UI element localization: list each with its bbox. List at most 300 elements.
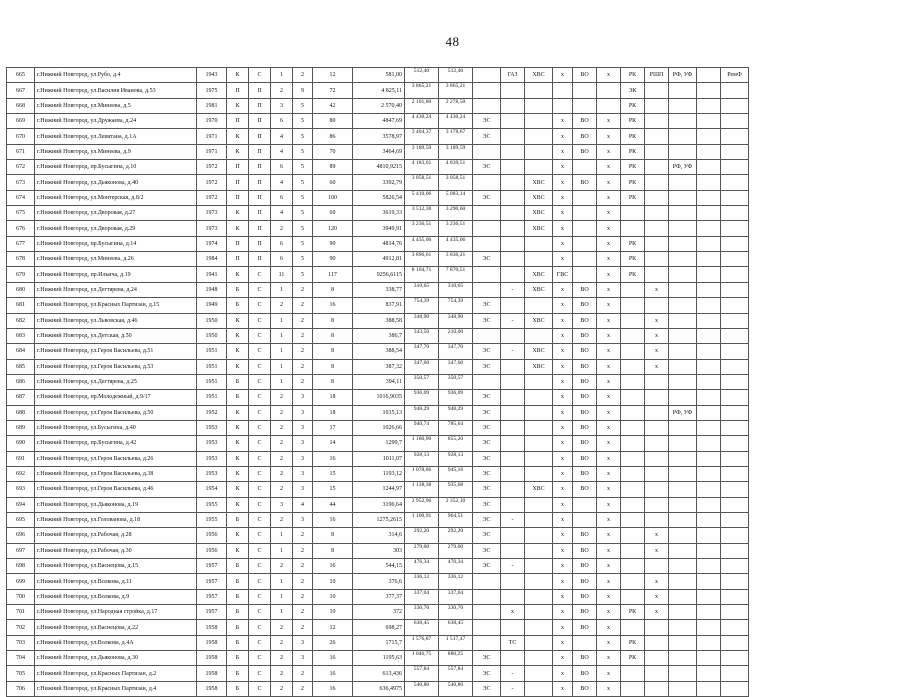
cell-wall: К	[227, 206, 249, 221]
cell-apartments: 80	[313, 114, 353, 129]
cell-sewer: ВО	[573, 620, 597, 635]
cell-address: г.Нижний Новгород, ул.Василия Иванова, д.53	[35, 83, 197, 98]
cell-gas: ЭС	[473, 681, 501, 696]
cell-water	[525, 574, 553, 589]
cell-extra	[721, 605, 749, 620]
cell-extra: РемФ	[721, 68, 749, 83]
cell-no: 671	[7, 144, 35, 159]
cell-address: г.Нижний Новгород, пр.Бусыгина, д.14	[35, 236, 197, 251]
cell-repair-code	[697, 221, 721, 236]
cell-gas-type	[501, 451, 525, 466]
cell-entrances: 2	[271, 635, 293, 650]
cell-electric	[621, 344, 645, 359]
cell-heating: ГВС	[553, 267, 573, 282]
cell-living-area-2: 3 189,59	[439, 144, 473, 159]
cell-heating: х	[553, 666, 573, 681]
cell-electric	[621, 543, 645, 558]
cell-living-area-2: 3 836,21	[439, 252, 473, 267]
cell-repair-fund	[669, 589, 697, 604]
cell-entrances: 2	[271, 83, 293, 98]
cell-no: 669	[7, 114, 35, 129]
cell-roof: П	[249, 144, 271, 159]
cell-roof: П	[249, 160, 271, 175]
cell-sewer-type	[597, 83, 621, 98]
cell-repair-fund	[669, 574, 697, 589]
cell-apartments: 16	[313, 559, 353, 574]
cell-sewer-type: х	[597, 328, 621, 343]
cell-water	[525, 420, 553, 435]
cell-apartments: 16	[313, 681, 353, 696]
cell-total-area: 3464,69	[353, 144, 405, 159]
cell-electric: РК	[621, 114, 645, 129]
cell-living-area: 928,13	[405, 451, 439, 466]
cell-extra	[721, 359, 749, 374]
cell-repair-code	[697, 405, 721, 420]
cell-apartments: 70	[313, 144, 353, 159]
cell-repair-code	[697, 83, 721, 98]
cell-floors: 5	[293, 190, 313, 205]
cell-total-area: 581,00	[353, 68, 405, 83]
cell-apartments: 18	[313, 405, 353, 420]
cell-extra	[721, 83, 749, 98]
cell-gas-type	[501, 420, 525, 435]
cell-sewer: ВО	[573, 651, 597, 666]
cell-roof: С	[249, 620, 271, 635]
cell-extra	[721, 559, 749, 574]
table-row	[7, 390, 749, 405]
cell-roof: С	[249, 559, 271, 574]
cell-floors: 2	[293, 374, 313, 389]
cell-water	[525, 528, 553, 543]
cell-apartments: 86	[313, 129, 353, 144]
cell-roof: С	[249, 328, 271, 343]
cell-extra	[721, 313, 749, 328]
table-row	[7, 528, 749, 543]
cell-sewer: ВО	[573, 313, 597, 328]
cell-wall: Б	[227, 681, 249, 696]
table-row	[7, 175, 749, 190]
cell-no: 697	[7, 543, 35, 558]
cell-total-area: 338,77	[353, 282, 405, 297]
cell-total-area: 1193,12	[353, 466, 405, 481]
cell-year: 1958	[197, 681, 227, 696]
cell-wall: К	[227, 528, 249, 543]
cell-floors: 5	[293, 144, 313, 159]
cell-water	[525, 390, 553, 405]
cell-living-area: 1 138,38	[405, 482, 439, 497]
cell-sewer-type	[597, 98, 621, 113]
cell-repair-code	[697, 390, 721, 405]
cell-roof: П	[249, 190, 271, 205]
cell-apartments: 15	[313, 482, 353, 497]
cell-water	[525, 651, 553, 666]
cell-heating: х	[553, 512, 573, 527]
cell-living-area: 4 430,24	[405, 114, 439, 129]
cell-water: ХВС	[525, 344, 553, 359]
cell-apartments: 117	[313, 267, 353, 282]
cell-year: 1953	[197, 451, 227, 466]
cell-wall: К	[227, 129, 249, 144]
cell-sewer-type: х	[597, 651, 621, 666]
cell-elevator: х	[645, 344, 669, 359]
cell-heating: х	[553, 497, 573, 512]
cell-address: г.Нижний Новгород, ул.Васнецова, д.15	[35, 559, 197, 574]
cell-sewer-type: х	[597, 267, 621, 282]
cell-repair-fund	[669, 390, 697, 405]
cell-sewer-type: х	[597, 252, 621, 267]
cell-wall: Б	[227, 620, 249, 635]
cell-elevator	[645, 635, 669, 650]
table-row	[7, 190, 749, 205]
cell-living-area-2: 3 178,67	[439, 129, 473, 144]
cell-repair-code	[697, 436, 721, 451]
cell-elevator: х	[645, 605, 669, 620]
cell-gas	[473, 206, 501, 221]
cell-roof: С	[249, 651, 271, 666]
cell-roof: С	[249, 466, 271, 481]
cell-roof: С	[249, 282, 271, 297]
cell-address: г.Нижний Новгород, ул.Минеева, д.9	[35, 144, 197, 159]
cell-gas-type	[501, 390, 525, 405]
cell-address: г.Нижний Новгород, ул.Дегтярева, д.24	[35, 282, 197, 297]
cell-gas-type	[501, 144, 525, 159]
cell-total-area: 388,54	[353, 344, 405, 359]
cell-repair-fund	[669, 252, 697, 267]
cell-total-area: 2 570,40	[353, 98, 405, 113]
cell-wall: К	[227, 482, 249, 497]
cell-repair-fund	[669, 482, 697, 497]
cell-total-area: 4847,69	[353, 114, 405, 129]
cell-wall: П	[227, 236, 249, 251]
cell-gas	[473, 98, 501, 113]
cell-entrances: 2	[271, 451, 293, 466]
cell-roof: С	[249, 267, 271, 282]
cell-sewer	[573, 236, 597, 251]
cell-floors: 3	[293, 436, 313, 451]
cell-apartments: 16	[313, 651, 353, 666]
cell-elevator	[645, 451, 669, 466]
cell-sewer-type: х	[597, 512, 621, 527]
cell-gas: ЭС	[473, 344, 501, 359]
cell-heating: х	[553, 543, 573, 558]
cell-apartments: 8	[313, 344, 353, 359]
cell-living-area: 347,70	[405, 344, 439, 359]
cell-repair-code	[697, 98, 721, 113]
cell-gas	[473, 589, 501, 604]
cell-extra	[721, 651, 749, 666]
cell-living-area-2: 880,25	[439, 651, 473, 666]
cell-living-area-2: 638,45	[439, 620, 473, 635]
cell-year: 1957	[197, 589, 227, 604]
cell-floors: 2	[293, 68, 313, 83]
cell-repair-fund	[669, 559, 697, 574]
cell-roof: С	[249, 344, 271, 359]
housing-register-table	[6, 67, 749, 697]
cell-heating: х	[553, 221, 573, 236]
cell-entrances: 3	[271, 497, 293, 512]
table-row	[7, 129, 749, 144]
cell-living-area-2: 330,70	[439, 605, 473, 620]
cell-apartments: 8	[313, 543, 353, 558]
cell-year: 1973	[197, 206, 227, 221]
cell-repair-code	[697, 512, 721, 527]
cell-gas: ЭС	[473, 497, 501, 512]
cell-address: г.Нижний Новгород, ул.Народная стройка, д.17	[35, 605, 197, 620]
cell-entrances: 2	[271, 436, 293, 451]
cell-electric	[621, 451, 645, 466]
cell-extra	[721, 267, 749, 282]
cell-apartments: 8	[313, 282, 353, 297]
cell-gas-type	[501, 328, 525, 343]
cell-sewer	[573, 206, 597, 221]
cell-elevator	[645, 681, 669, 696]
cell-sewer	[573, 221, 597, 236]
cell-electric	[621, 666, 645, 681]
cell-wall: Б	[227, 574, 249, 589]
cell-heating: х	[553, 559, 573, 574]
cell-extra	[721, 451, 749, 466]
cell-gas-type	[501, 528, 525, 543]
cell-roof: С	[249, 298, 271, 313]
cell-roof: П	[249, 221, 271, 236]
cell-repair-code	[697, 466, 721, 481]
cell-address: г.Нижний Новгород, ул.Волкова, д.11	[35, 574, 197, 589]
cell-no: 694	[7, 497, 35, 512]
cell-gas: ЭС	[473, 359, 501, 374]
cell-sewer-type: х	[597, 436, 621, 451]
cell-electric: РК	[621, 144, 645, 159]
cell-no: 676	[7, 221, 35, 236]
cell-water	[525, 620, 553, 635]
cell-living-area: 343,50	[405, 328, 439, 343]
cell-living-area: 754,39	[405, 298, 439, 313]
cell-electric: РК	[621, 605, 645, 620]
cell-sewer-type: х	[597, 129, 621, 144]
cell-repair-code	[697, 482, 721, 497]
cell-year: 1957	[197, 605, 227, 620]
cell-no: 677	[7, 236, 35, 251]
cell-gas: ЭС	[473, 190, 501, 205]
cell-sewer	[573, 267, 597, 282]
cell-entrances: 2	[271, 466, 293, 481]
cell-year: 1950	[197, 313, 227, 328]
cell-roof: П	[249, 129, 271, 144]
cell-electric: РК	[621, 635, 645, 650]
table-row	[7, 681, 749, 696]
cell-apartments: 12	[313, 620, 353, 635]
table-row	[7, 282, 749, 297]
cell-water	[525, 605, 553, 620]
table-row	[7, 482, 749, 497]
cell-wall: К	[227, 221, 249, 236]
cell-water: ХВС	[525, 482, 553, 497]
cell-electric	[621, 420, 645, 435]
cell-repair-fund: РФ, УФ	[669, 68, 697, 83]
cell-repair-fund	[669, 344, 697, 359]
cell-wall: П	[227, 160, 249, 175]
cell-elevator: х	[645, 359, 669, 374]
cell-entrances: 1	[271, 528, 293, 543]
cell-sewer-type: х	[597, 221, 621, 236]
cell-gas	[473, 83, 501, 98]
table-row	[7, 651, 749, 666]
cell-year: 1972	[197, 160, 227, 175]
cell-elevator: х	[645, 574, 669, 589]
cell-entrances: 6	[271, 160, 293, 175]
cell-electric	[621, 298, 645, 313]
cell-sewer: ВО	[573, 605, 597, 620]
cell-floors: 3	[293, 466, 313, 481]
cell-repair-fund	[669, 359, 697, 374]
cell-sewer: ВО	[573, 390, 597, 405]
cell-electric	[621, 405, 645, 420]
cell-elevator: х	[645, 282, 669, 297]
cell-repair-fund	[669, 190, 697, 205]
cell-roof: П	[249, 114, 271, 129]
cell-water	[525, 666, 553, 681]
cell-sewer	[573, 252, 597, 267]
cell-elevator	[645, 390, 669, 405]
cell-no: 691	[7, 451, 35, 466]
table-row	[7, 574, 749, 589]
cell-total-area: 544,15	[353, 559, 405, 574]
cell-living-area-2: 5 083,14	[439, 190, 473, 205]
cell-living-area-2: 279,00	[439, 543, 473, 558]
cell-gas-type: -	[501, 344, 525, 359]
cell-heating: х	[553, 282, 573, 297]
cell-gas-type	[501, 160, 525, 175]
cell-gas-type	[501, 236, 525, 251]
cell-elevator: х	[645, 589, 669, 604]
cell-no: 692	[7, 466, 35, 481]
cell-gas: ЭС	[473, 482, 501, 497]
cell-entrances: 6	[271, 236, 293, 251]
cell-repair-code	[697, 190, 721, 205]
cell-total-area: 9256,6115	[353, 267, 405, 282]
cell-floors: 2	[293, 328, 313, 343]
cell-no: 681	[7, 298, 35, 313]
cell-repair-code	[697, 236, 721, 251]
cell-roof: С	[249, 374, 271, 389]
cell-total-area: 1244,97	[353, 482, 405, 497]
cell-repair-fund	[669, 620, 697, 635]
cell-repair-code	[697, 144, 721, 159]
cell-living-area-2: 945,16	[439, 466, 473, 481]
cell-entrances: 6	[271, 190, 293, 205]
cell-gas-type	[501, 436, 525, 451]
cell-living-area-2: 4 435,06	[439, 236, 473, 251]
cell-repair-fund	[669, 451, 697, 466]
cell-elevator	[645, 206, 669, 221]
cell-extra	[721, 666, 749, 681]
cell-water	[525, 114, 553, 129]
cell-no: 704	[7, 651, 35, 666]
cell-total-area: 387,32	[353, 359, 405, 374]
cell-extra	[721, 252, 749, 267]
cell-gas: ЭС	[473, 543, 501, 558]
cell-gas	[473, 175, 501, 190]
cell-electric: РК	[621, 190, 645, 205]
cell-entrances: 1	[271, 359, 293, 374]
cell-address: г.Нижний Новгород, пр.Ильича, д.19	[35, 267, 197, 282]
cell-heating: х	[553, 651, 573, 666]
cell-repair-fund: РФ, УФ	[669, 405, 697, 420]
cell-wall: Б	[227, 589, 249, 604]
cell-sewer: ВО	[573, 681, 597, 696]
cell-entrances: 11	[271, 267, 293, 282]
cell-sewer-type: х	[597, 190, 621, 205]
cell-elevator	[645, 221, 669, 236]
cell-wall: К	[227, 451, 249, 466]
cell-floors: 2	[293, 559, 313, 574]
cell-floors: 2	[293, 528, 313, 543]
cell-repair-fund	[669, 313, 697, 328]
cell-address: г.Нижний Новгород, ул.Героя Васильева, д.53	[35, 359, 197, 374]
cell-gas: ЭС	[473, 160, 501, 175]
cell-living-area: 279,00	[405, 543, 439, 558]
cell-roof: С	[249, 681, 271, 696]
cell-heating: х	[553, 313, 573, 328]
cell-water	[525, 83, 553, 98]
cell-living-area: 3 512,38	[405, 206, 439, 221]
cell-elevator	[645, 114, 669, 129]
cell-apartments: 44	[313, 497, 353, 512]
cell-total-area: 4 825,11	[353, 83, 405, 98]
cell-repair-code	[697, 605, 721, 620]
cell-wall: К	[227, 267, 249, 282]
table-row	[7, 666, 749, 681]
cell-electric	[621, 681, 645, 696]
cell-heating: х	[553, 466, 573, 481]
cell-living-area: 3 896,61	[405, 252, 439, 267]
cell-wall: Б	[227, 282, 249, 297]
cell-entrances: 4	[271, 175, 293, 190]
cell-sewer	[573, 98, 597, 113]
cell-sewer: ВО	[573, 144, 597, 159]
cell-living-area-2: 210,00	[439, 328, 473, 343]
cell-no: 700	[7, 589, 35, 604]
cell-apartments: 42	[313, 98, 353, 113]
cell-electric	[621, 328, 645, 343]
cell-sewer-type: х	[597, 543, 621, 558]
cell-entrances: 2	[271, 666, 293, 681]
cell-total-area: 314,6	[353, 528, 405, 543]
cell-total-area: 3196,64	[353, 497, 405, 512]
cell-wall: К	[227, 497, 249, 512]
cell-extra	[721, 543, 749, 558]
cell-repair-code	[697, 574, 721, 589]
cell-sewer: ВО	[573, 175, 597, 190]
cell-repair-fund	[669, 175, 697, 190]
table-row	[7, 98, 749, 113]
cell-gas-type	[501, 543, 525, 558]
cell-water: ХВС	[525, 282, 553, 297]
cell-gas-type	[501, 405, 525, 420]
cell-gas: ЭС	[473, 252, 501, 267]
cell-total-area: 3578,97	[353, 129, 405, 144]
cell-year: 1970	[197, 114, 227, 129]
table-row	[7, 328, 749, 343]
cell-water	[525, 681, 553, 696]
cell-living-area: 557,84	[405, 666, 439, 681]
cell-wall: К	[227, 98, 249, 113]
cell-floors: 2	[293, 543, 313, 558]
cell-living-area: 2 101,80	[405, 98, 439, 113]
cell-water	[525, 98, 553, 113]
cell-roof: С	[249, 436, 271, 451]
cell-extra	[721, 482, 749, 497]
table-row	[7, 559, 749, 574]
